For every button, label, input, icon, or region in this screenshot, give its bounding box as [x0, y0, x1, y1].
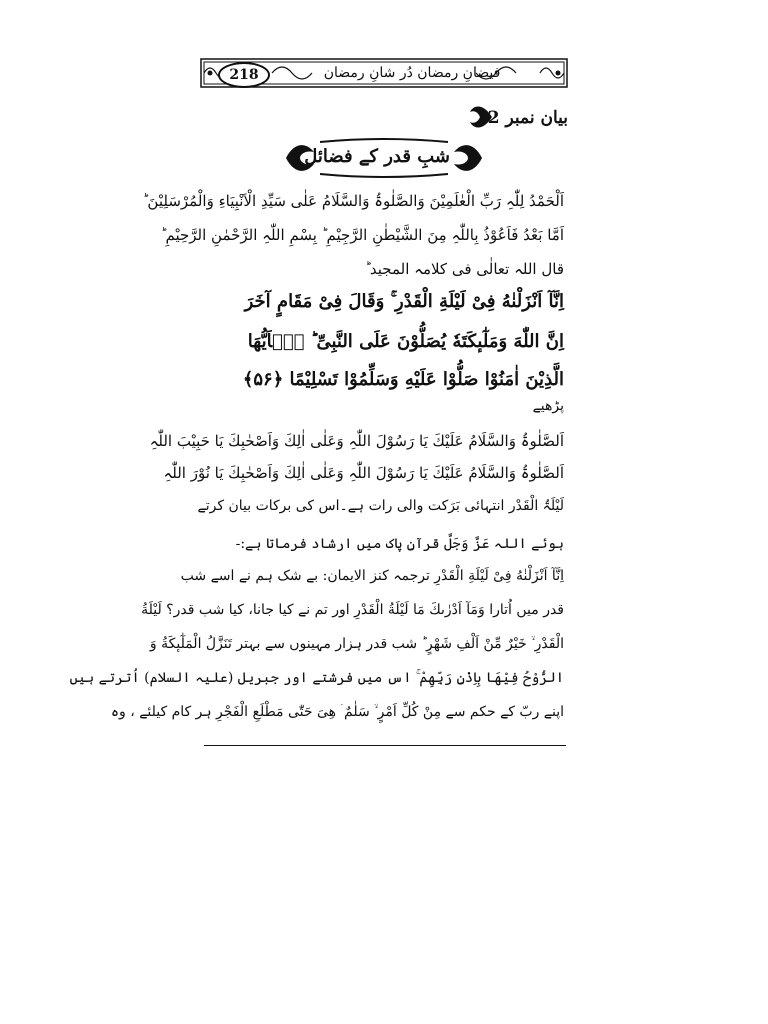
body-text-line: اِنَّآ اَنْزَلْنٰهُ فِیْ لَیْلَةِ الْقَدْرِ ترجمہ کنز الایمان: بے شک ہم نے اسے شب [180, 568, 564, 584]
body-text-line: ہوئے اللہ عَزَّ وَجَلَّ قرآنِ پاک میں ارشاد فرماتا ہے:- [235, 536, 564, 552]
footer-divider [204, 745, 566, 746]
verse-line: اِنَّآ اَنْزَلْنٰهُ فِیْ لَیْلَةِ الْقَدْرِ ۚ وَقَالَ فِیْ مَقَامٍ آخَرَ [244, 291, 564, 312]
verse-line: اِنَّ اللّٰهَ وَمَلٰٓىٕكَتَهٗ یُصَلُّوْنَ عَلَى النَّبِیِّ ؕ یٰۤاَیُّهَا [247, 331, 564, 352]
opening-hamd-line: اَلْحَمْدُ لِلّٰہِ رَبِّ الْعٰلَمِیْنَ وَالصَّلٰوۃُ وَالسَّلَامُ عَلٰی سَیِّدِ الْاَنْبِیَاءِ وَالْمُرْسَلِیْنَ ؕ [142, 192, 564, 210]
page-number: 218 [218, 62, 270, 88]
verse-line: الَّذِیْنَ اٰمَنُوْا صَلُّوْا عَلَیْهِ وَسَلِّمُوْا تَسْلِیْمًا ﴿۵۶﴾ [242, 369, 564, 390]
body-text-line: الرُّوْحُ فِیْهَا بِاِذْنِ رَبِّهِمْ ۚ اس میں فرشتے اور جبریل (علیہ السلام) اُترتے ہیں [69, 670, 564, 686]
opening-qala-line: قال اللہ تعالٰی فی کلامہ المجید ؕ [365, 260, 564, 278]
durood-line: اَلصَّلٰوۃُ وَالسَّلَامُ عَلَیْكَ یَا رَسُوْلَ اللّٰہِ وَعَلٰی اٰلِكَ وَاَصْحٰبِكَ یَا نُوْرَ اللّٰہِ [163, 464, 564, 482]
body-text-line: الْقَدْرِ ۙ خَیْرٌ مِّنْ اَلْفِ شَهْرٍ ؕ شب قدر ہزار مہینوں سے بہتر تَنَزَّلُ الْمَلٰٓىٕكَةُ وَ [149, 636, 564, 652]
bayan-number-label: بیان نمبر 12 [475, 108, 568, 128]
body-text-line: لَیْلَۃُ الْقَدْر انتہائی بَرَکت والی رات ہے۔اس کی برکات بیان کرتے [197, 498, 564, 514]
book-title: فیضانِ رمضان دُر شانِ رمضان [323, 65, 501, 81]
body-text-line: اپنے ربّ کے حکم سے مِنْ كُلِّ اَمْرٍ ۙ سَلٰمٌ ۛ هِیَ حَتّٰى مَطْلَعِ الْفَجْرِ ہر کام کیلئے ، وہ [110, 704, 564, 720]
body-text-line: قدر میں اُتارا وَمَآ اَدْرٰىكَ مَا لَیْلَةُ الْقَدْرِ اور تم نے کیا جانا، کیا شب قدر؟ لَیْلَةُ [141, 602, 564, 618]
opening-taawwuz-line: اَمَّا بَعْدُ فَاَعُوْذُ بِاللّٰہِ مِنَ الشَّیْطٰنِ الرَّجِیْمِ ؕ بِسْمِ اللّٰہِ الرَّحْمٰنِ الرَّحِیْمِ ؕ [160, 226, 564, 244]
section-title: شبِ قدر کے فضائل [304, 146, 450, 167]
durood-line: اَلصَّلٰوۃُ وَالسَّلَامُ عَلَیْكَ یَا رَسُوْلَ اللّٰہِ وَعَلٰی اٰلِكَ وَاَصْحٰبِكَ یَا حَبِیْبَ اللّٰہِ [149, 432, 564, 450]
parhiye-instruction: پڑھیے [532, 398, 564, 414]
